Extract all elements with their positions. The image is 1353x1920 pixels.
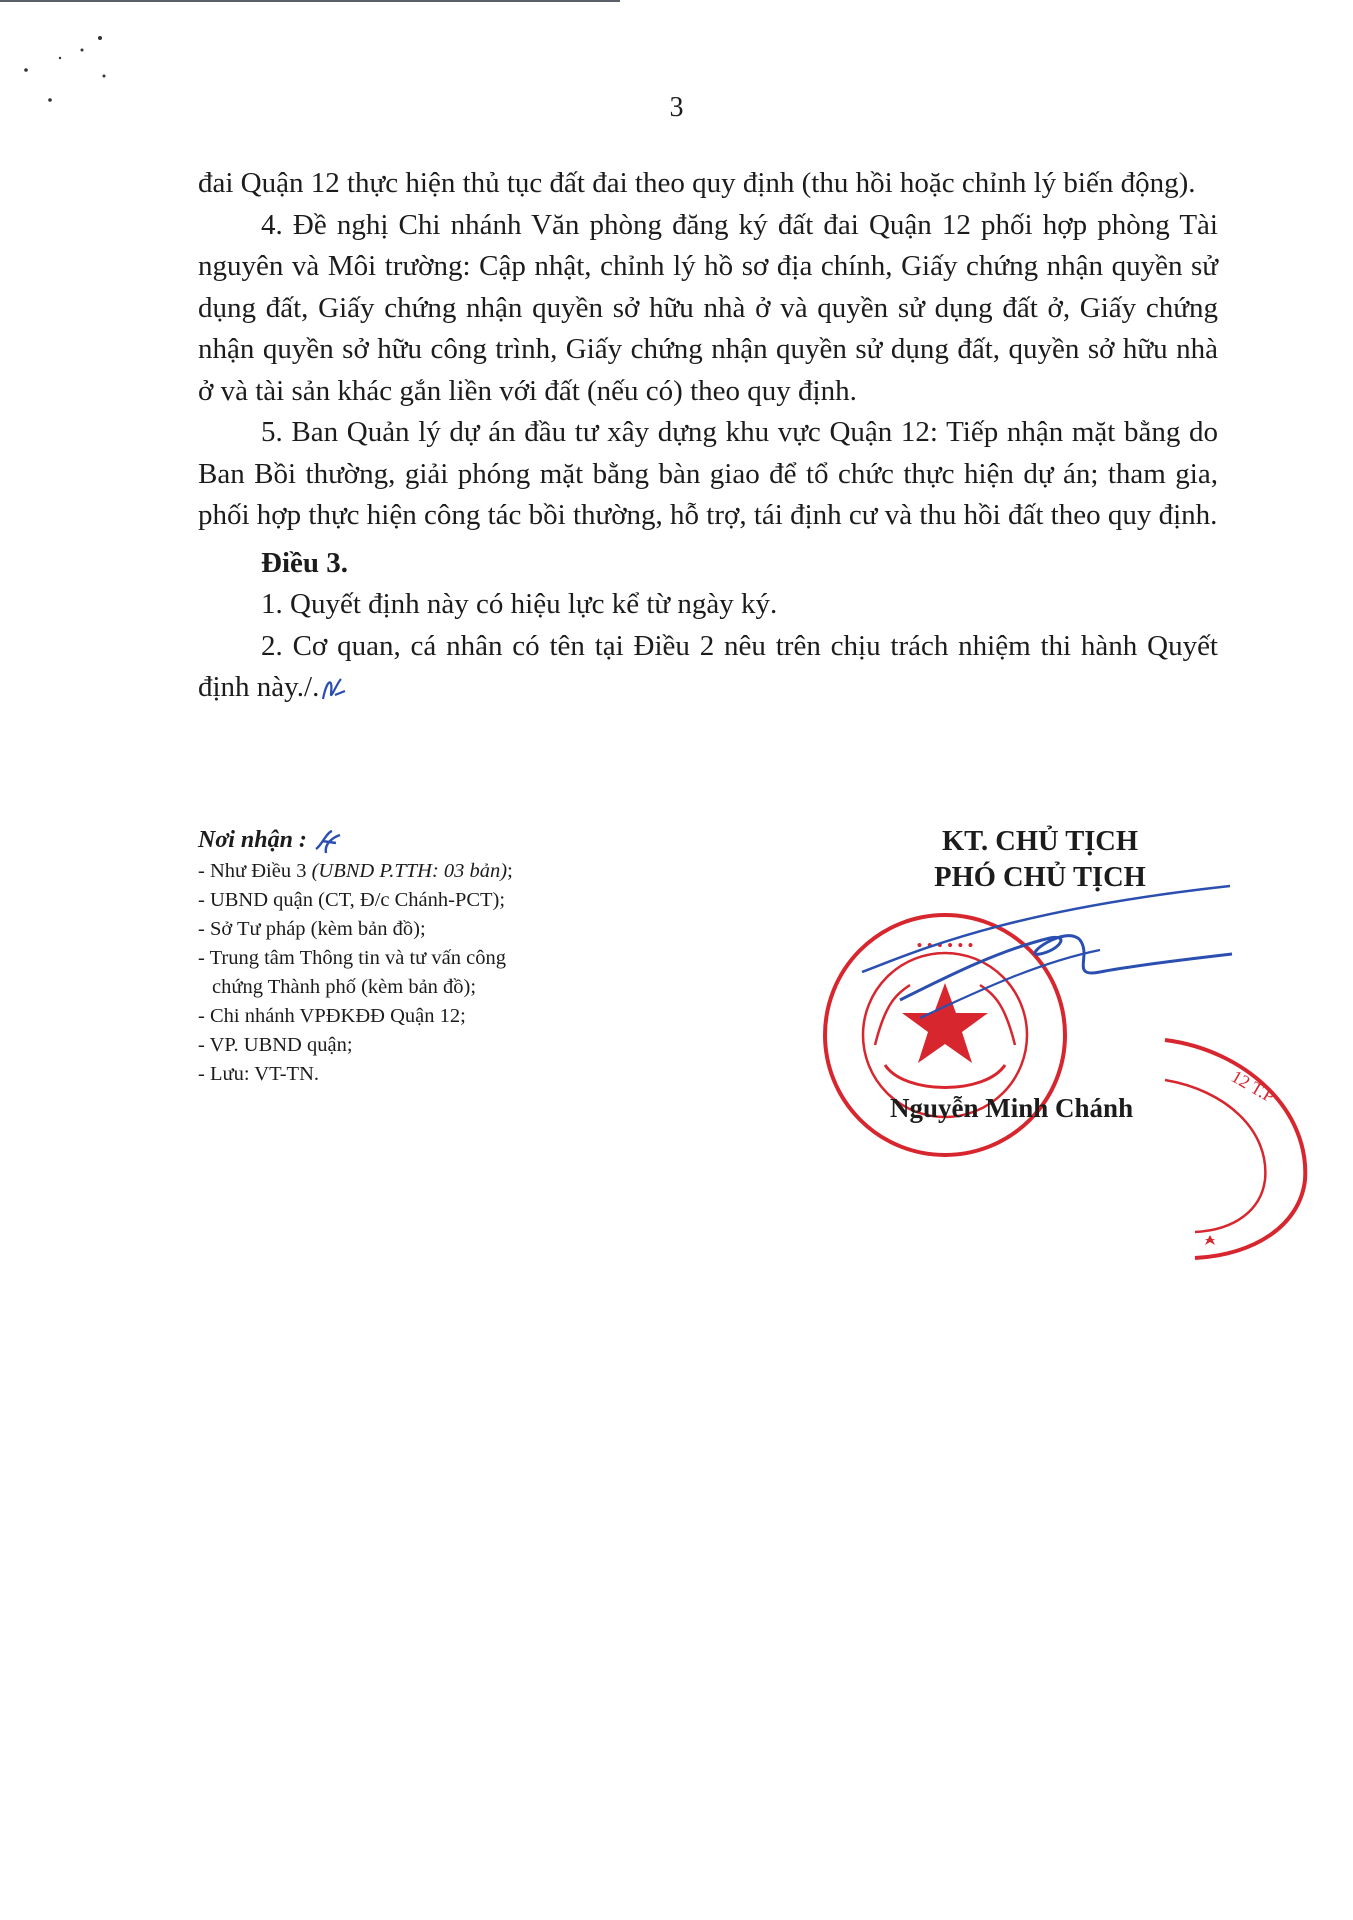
recipient-item: - Lưu: VT-TN. — [198, 1063, 320, 1086]
initials-mark-icon — [319, 673, 349, 705]
recipient-item: - Trung tâm Thông tin và tư vấn công — [198, 947, 506, 970]
article-3-item-1: 1. Quyết định này có hiệu lực kể từ ngày ký. — [261, 588, 778, 620]
recipient-item: - Sở Tư pháp (kèm bản đồ); — [198, 918, 426, 941]
recipient-note: (UBND P.TTH: 03 bản) — [311, 860, 508, 883]
paragraph-item-4: 4. Đề nghị Chi nhánh Văn phòng đăng ký đất đai Quận 12 phối hợp phòng Tài nguyên và Môi trường: Cập nhật, chỉnh lý hồ sơ địa chính, Giấy chứng nhận quyền sử dụng đất, Giấy chứng nhận quyền sở hữu nhà ở và quyền sử dụng đất ở, Giấy chứng nhận quyền sở hữu công trình, Giấy chứng nhận quyền sử dụng đất, quyền sở hữu nhà ở và tài sản khác gắn liền với đất (nếu có) theo quy định. — [198, 208, 1218, 407]
handwritten-signature-icon — [860, 880, 1240, 1040]
recipient-item: chứng Thành phố (kèm bản đồ); — [212, 976, 477, 999]
svg-text:• • • • • •: • • • • • • — [916, 936, 974, 955]
signatory-line-2: PHÓ CHỦ TỊCH — [934, 862, 1146, 893]
signatory-name: Nguyễn Minh Chánh — [890, 1093, 1134, 1123]
article-3-item-2 — [198, 626, 1218, 709]
recipient-item: - Như Điều 3 (UBND P.TTH: 03 bản); — [198, 860, 513, 883]
recipients-block — [198, 826, 608, 1089]
recipient-item: - VP. UBND quận; — [198, 1034, 353, 1057]
partial-seal-icon — [1135, 1030, 1315, 1260]
article-3-heading: Điều 3. — [261, 546, 348, 579]
recipient-item: - Chi nhánh VPĐKĐĐ Quận 12; — [198, 1005, 466, 1028]
top-rule — [0, 0, 620, 2]
paragraph-item-5: 5. Ban Quản lý dự án đầu tư xây dựng khu vực Quận 12: Tiếp nhận mặt bằng do Ban Bồi thường, giải phóng mặt bằng bàn giao để tổ chức thực hiện dự án; tham gia, phối hợp thực hiện công tác bồi thường, hỗ trợ, tái định cư và thu hồi đất theo quy định. — [198, 416, 1218, 531]
page-number: 3 — [669, 92, 684, 123]
recipient-item: - UBND quận (CT, Đ/c Chánh-PCT); — [198, 889, 506, 912]
svg-text:12 T.P: 12 T.P — [1228, 1066, 1279, 1107]
recipients-title: Nơi nhận : — [198, 827, 307, 853]
article-3-item-2-text: 2. Cơ quan, cá nhân có tên tại Điều 2 nêu trên chịu trách nhiệm thi hành Quyết định này./. — [198, 629, 1218, 703]
body-text — [198, 163, 1218, 709]
recipients-title-row — [198, 826, 608, 857]
initials-mark-icon — [312, 827, 346, 857]
paragraph-continuation: đai Quận 12 thực hiện thủ tục đất đai theo quy định (thu hồi hoặc chỉnh lý biến động). — [198, 167, 1196, 199]
signatory-line-1: KT. CHỦ TỊCH — [941, 826, 1139, 857]
